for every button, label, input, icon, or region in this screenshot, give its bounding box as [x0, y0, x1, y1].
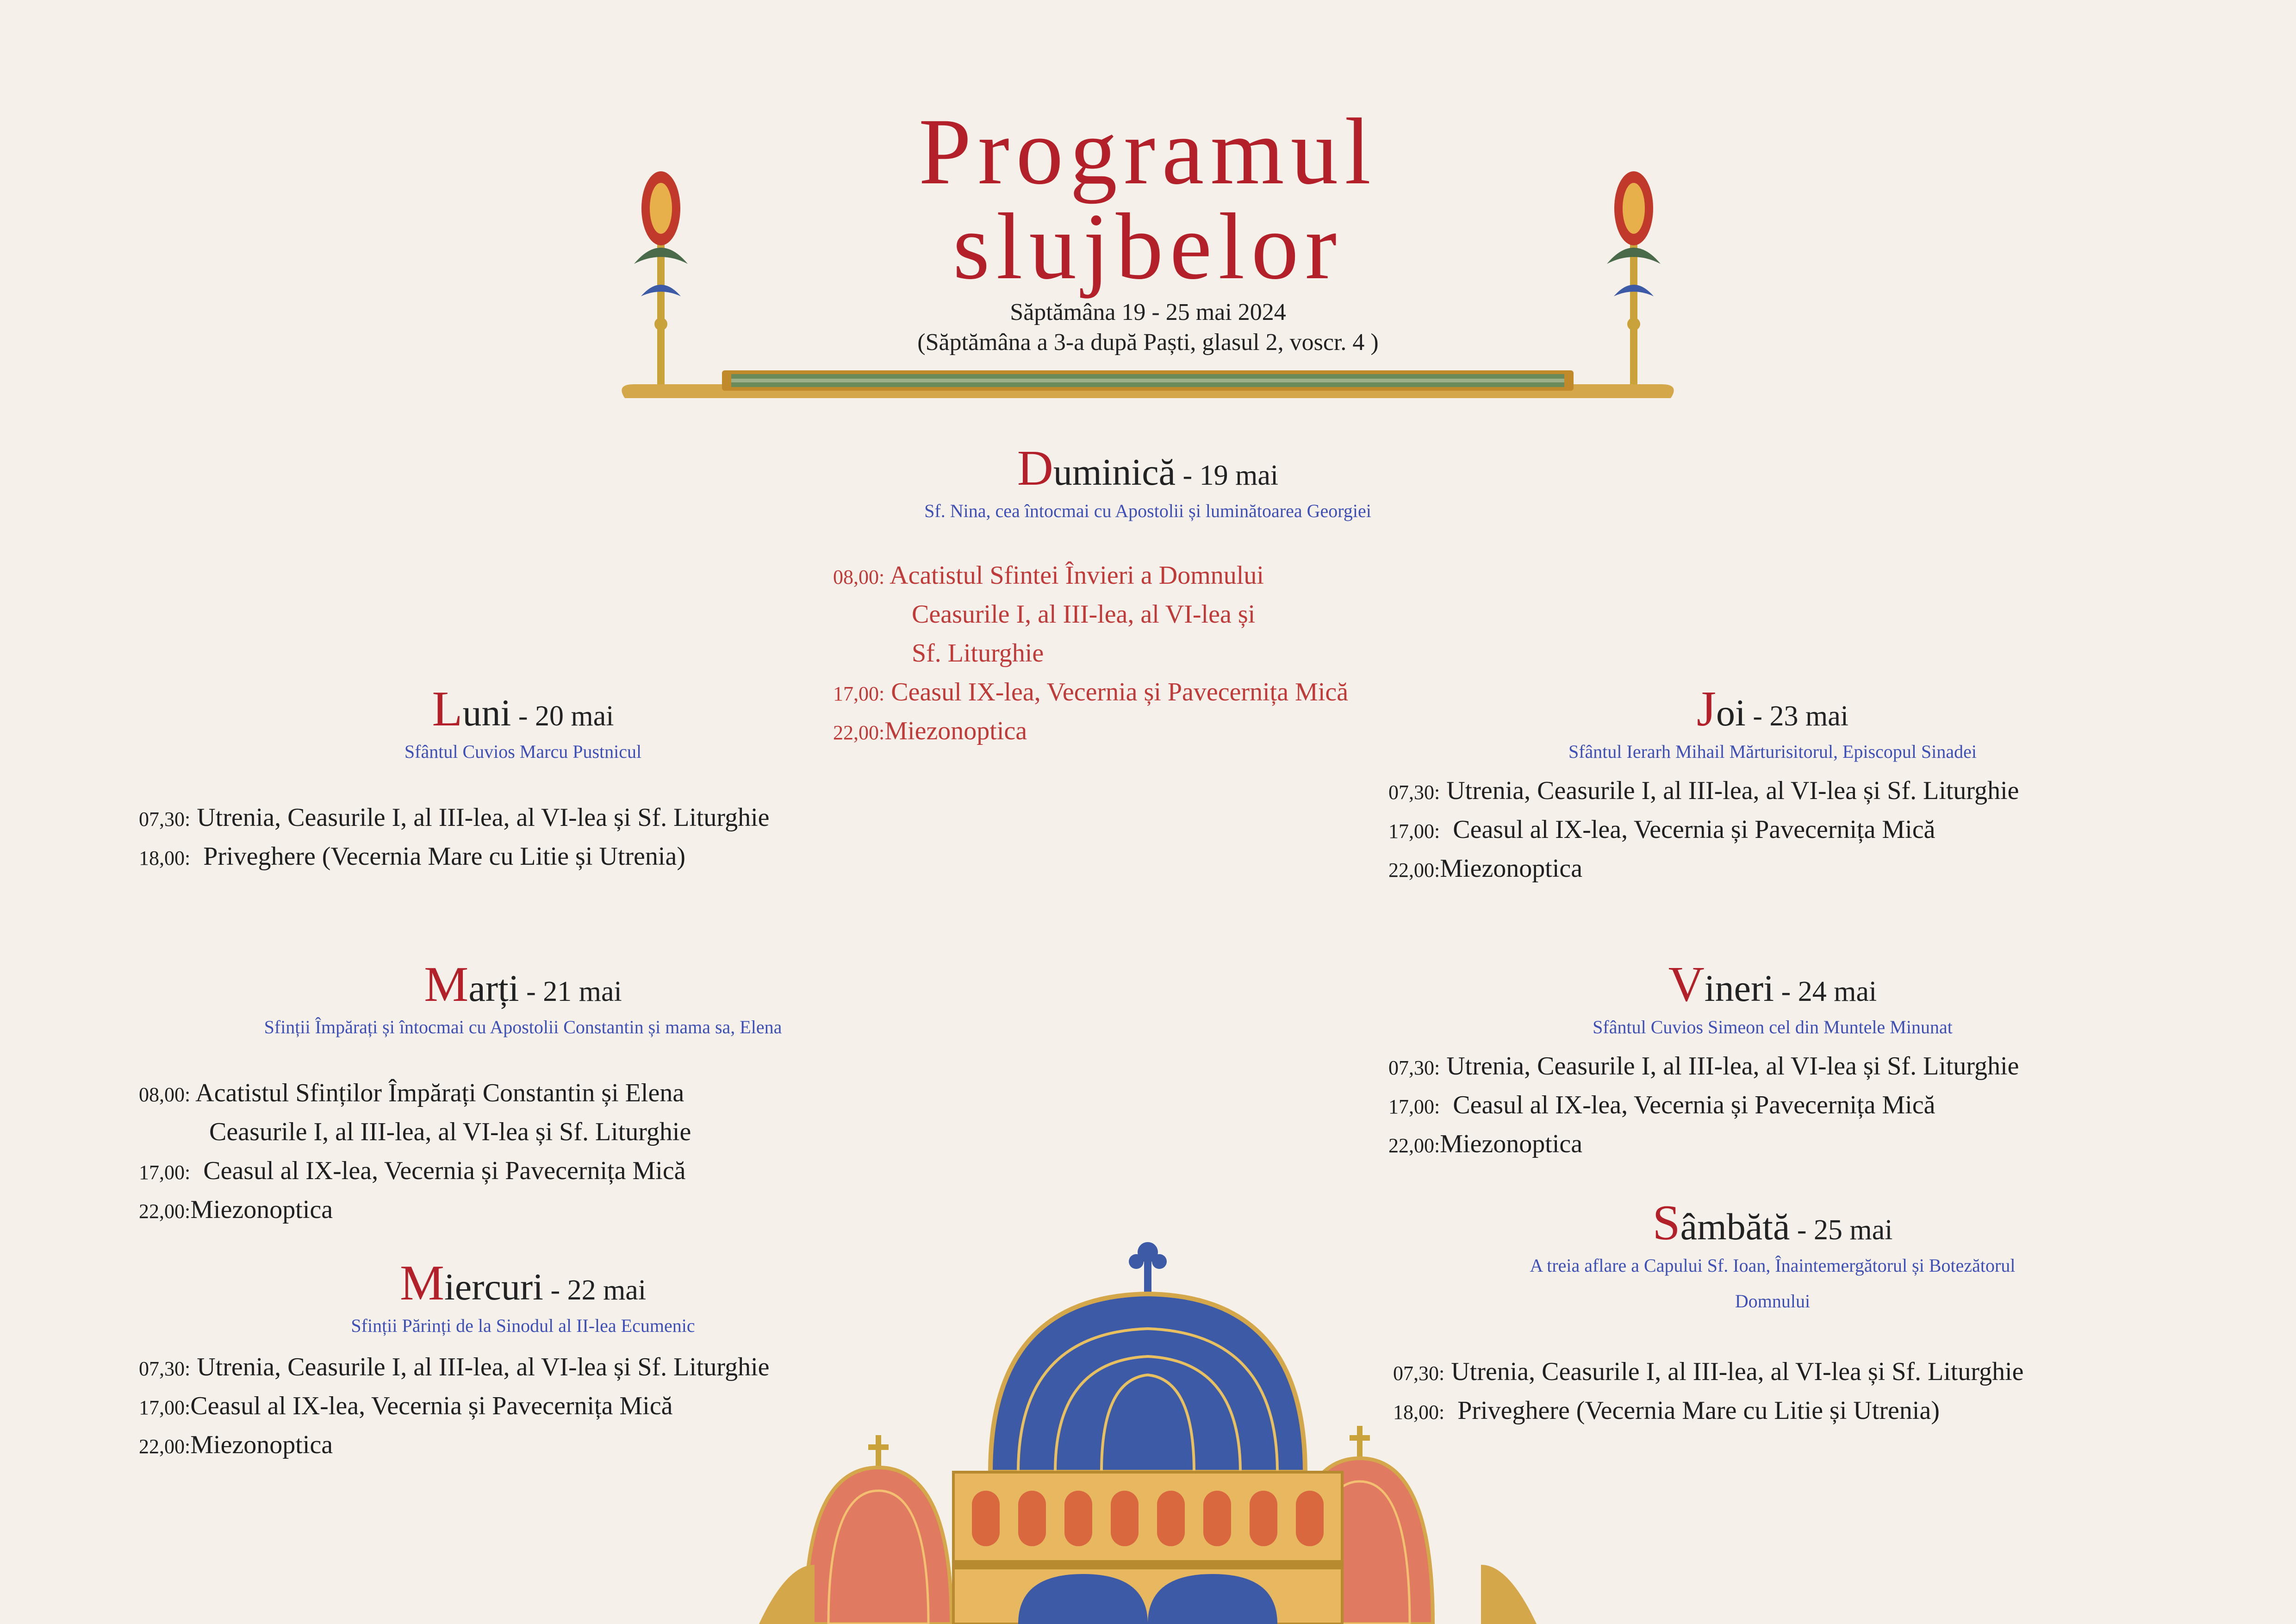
service-text: Miezonoptica: [190, 1430, 333, 1459]
service-text: Utrenia, Ceasurile I, al III-lea, al VI-lea și Sf. Liturghie: [197, 803, 770, 832]
day-tuesday-heading: [106, 956, 940, 1013]
day-friday: [1449, 956, 2097, 1038]
day-initial: S: [1652, 1195, 1680, 1250]
day-initial: V: [1668, 957, 1705, 1012]
service-row: [139, 1158, 691, 1197]
service-text: Acatistul Sfinților Împărați Constantin și Elena: [195, 1079, 684, 1107]
service-row: [139, 843, 769, 882]
day-name: uminică: [1053, 451, 1176, 493]
service-text: Sf. Liturghie: [912, 639, 1044, 668]
service-row: [1388, 1092, 2019, 1131]
cross-icon: [1129, 1242, 1167, 1294]
service-text: Acatistul Sfintei Învieri a Domnului: [890, 561, 1264, 590]
day-name: arți: [468, 967, 519, 1009]
service-row: [833, 679, 1348, 718]
church-domes-illustration: [759, 1241, 1537, 1624]
day-saint: Sfântul Ierarh Mihail Mărturisitorul, Episcopul Sinadei: [1568, 741, 1977, 762]
service-text: Ceasul IX-lea, Vecernia și Pavecernița Mică: [891, 678, 1349, 706]
day-friday-heading: [1449, 956, 2097, 1013]
service-text: Ceasurile I, al III-lea, al VI-lea și Sf. Liturghie: [209, 1118, 691, 1146]
day-date: - 23 mai: [1745, 700, 1848, 732]
day-date: - 25 mai: [1790, 1214, 1893, 1246]
day-friday-services: [1388, 1053, 2019, 1170]
service-row: [139, 1393, 769, 1432]
service-text: Utrenia, Ceasurile I, al III-lea, al VI-lea și Sf. Liturghie: [1446, 1052, 2019, 1081]
service-text: Priveghere (Vecernia Mare cu Litie și Utrenia): [1457, 1396, 1940, 1425]
service-text: Miezonoptica: [884, 717, 1027, 745]
service-time: 18,00:: [139, 847, 191, 869]
day-monday-heading: [199, 681, 847, 738]
service-text: Utrenia, Ceasurile I, al III-lea, al VI-lea și Sf. Liturghie: [1446, 776, 2019, 805]
service-time: 07,30:: [139, 1357, 191, 1380]
day-saint-line2: Domnului: [1735, 1291, 1811, 1312]
service-time: 18,00:: [1393, 1401, 1445, 1424]
service-text: Ceasurile I, al III-lea, al VI-lea și: [912, 600, 1256, 629]
day-tuesday: [106, 956, 940, 1038]
service-time: 07,30:: [1393, 1362, 1445, 1385]
service-time: 17,00:: [1388, 820, 1440, 843]
page-title-line2: slujbelor: [952, 194, 1344, 299]
service-time: 17,00:: [1388, 1095, 1440, 1118]
day-name: âmbătă: [1680, 1206, 1790, 1248]
day-initial: L: [432, 681, 463, 737]
service-row: [139, 1432, 769, 1471]
service-row: [1388, 1053, 2019, 1092]
week-note: (Săptămâna a 3-a după Paști, glasul 2, voscr. 4 ): [917, 329, 1379, 356]
day-wednesday: [199, 1255, 847, 1337]
service-text: Utrenia, Ceasurile I, al III-lea, al VI-lea și Sf. Liturghie: [197, 1353, 770, 1381]
service-time: 22,00:: [1388, 859, 1440, 881]
day-saint-line1: A treia aflare a Capului Sf. Ioan, Înaintemergătorul și Botezătorul: [1530, 1255, 2016, 1276]
service-text: Miezonoptica: [1440, 854, 1583, 883]
service-time: 07,30:: [1388, 1056, 1440, 1079]
service-row: [139, 1197, 691, 1236]
service-time: 08,00:: [139, 1083, 191, 1106]
day-tuesday-services: [139, 1080, 691, 1236]
day-wednesday-heading: [199, 1255, 847, 1312]
day-date: - 24 mai: [1774, 976, 1877, 1007]
day-initial: M: [399, 1255, 444, 1311]
service-row: [139, 1080, 691, 1119]
service-text: Ceasul al IX-lea, Vecernia și Pavecernița Mică: [1453, 815, 1935, 844]
service-time: 17,00:: [833, 682, 885, 705]
page-title-line1: Programul: [918, 99, 1378, 204]
day-saint: Sfântul Cuvios Simeon cel din Muntele Minunat: [1593, 1017, 1953, 1037]
day-thursday-heading: [1449, 681, 2097, 738]
day-date: - 20 mai: [511, 700, 614, 732]
service-row: [139, 805, 769, 843]
day-date: - 21 mai: [519, 976, 622, 1007]
day-date: - 22 mai: [543, 1274, 647, 1306]
service-row: [1388, 1131, 2019, 1170]
day-saint: Sfinții Împărați și întocmai cu Apostolii Constantin și mama sa, Elena: [264, 1017, 782, 1037]
service-text: Miezonoptica: [1440, 1130, 1583, 1158]
day-initial: D: [1017, 441, 1053, 496]
day-monday: [199, 681, 847, 762]
service-time: 07,30:: [139, 808, 191, 831]
day-monday-services: [139, 805, 769, 882]
day-initial: M: [424, 957, 469, 1012]
service-row: [1388, 778, 2019, 817]
service-row: [1388, 856, 2019, 894]
service-time: 22,00:: [139, 1435, 191, 1458]
week-range: Săptămâna 19 - 25 mai 2024: [1010, 299, 1286, 325]
service-time: 07,30:: [1388, 781, 1440, 804]
day-wednesday-services: [139, 1354, 769, 1471]
day-thursday-services: [1388, 778, 2019, 894]
service-row: [833, 562, 1348, 601]
service-row: [833, 601, 1348, 640]
service-row: [833, 718, 1348, 757]
day-name: ineri: [1704, 967, 1774, 1009]
day-thursday: [1449, 681, 2097, 762]
service-row: [1388, 817, 2019, 856]
day-sunday-services: [833, 562, 1348, 757]
day-sunday-heading: [685, 440, 1611, 497]
service-text: Miezonoptica: [190, 1195, 333, 1224]
service-row: [833, 640, 1348, 679]
day-date: - 19 mai: [1176, 460, 1279, 491]
day-sunday: [685, 440, 1611, 522]
left-cross-icon: [868, 1435, 889, 1468]
service-time: 08,00:: [833, 566, 885, 588]
right-cross-icon: [1350, 1426, 1370, 1458]
service-time: 22,00:: [139, 1200, 191, 1223]
day-saint: Sfinții Părinți de la Sinodul al II-lea Ecumenic: [351, 1315, 695, 1336]
header-bar-ornament: [622, 370, 1674, 398]
service-text: Ceasul al IX-lea, Vecernia și Pavecernița Mică: [203, 1156, 686, 1185]
service-text: Ceasul al IX-lea, Vecernia și Pavecernița Mică: [1453, 1091, 1935, 1119]
service-time: 17,00:: [139, 1161, 191, 1184]
day-name: oi: [1716, 692, 1746, 734]
day-name: uni: [462, 692, 511, 734]
day-saint: Sf. Nina, cea întocmai cu Apostolii și luminătoarea Georgiei: [924, 500, 1371, 521]
service-row: [139, 1354, 769, 1393]
service-text: Utrenia, Ceasurile I, al III-lea, al VI-lea și Sf. Liturghie: [1451, 1357, 2024, 1386]
service-time: 22,00:: [833, 721, 885, 744]
service-text: Ceasul al IX-lea, Vecernia și Pavecernița Mică: [190, 1392, 673, 1420]
service-text: Priveghere (Vecernia Mare cu Litie și Utrenia): [203, 842, 685, 871]
service-row: [139, 1119, 691, 1158]
service-time: 17,00:: [139, 1396, 191, 1419]
day-name: iercuri: [444, 1266, 543, 1308]
day-saint: Sfântul Cuvios Marcu Pustnicul: [404, 741, 642, 762]
day-initial: J: [1697, 681, 1717, 737]
service-time: 22,00:: [1388, 1134, 1440, 1157]
